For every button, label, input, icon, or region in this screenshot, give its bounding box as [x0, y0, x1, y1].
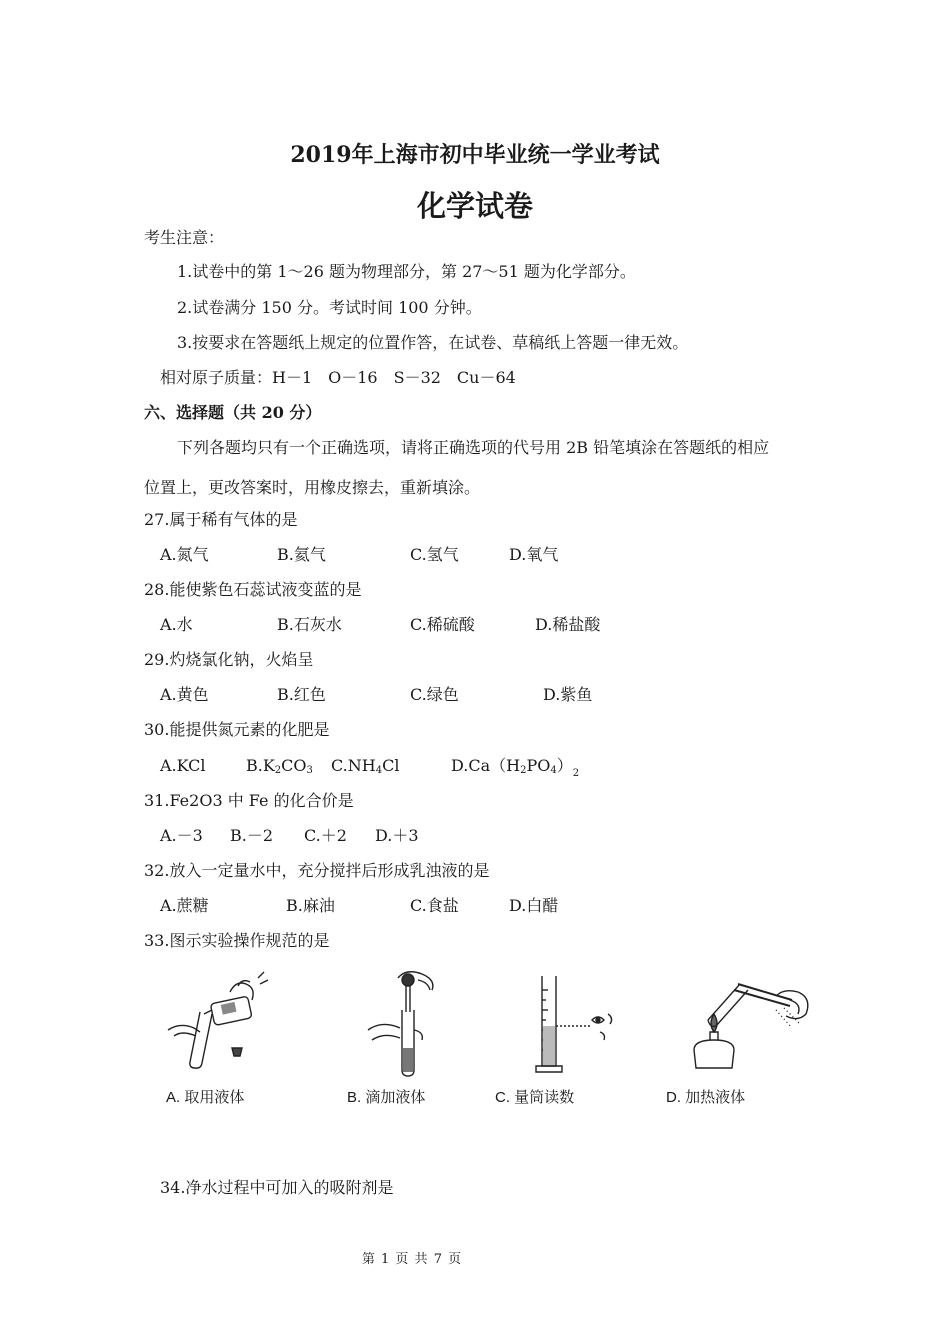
figure-c-label: C. 量筒读数: [495, 1089, 575, 1106]
figure-d-heating-liquid: [680, 970, 820, 1080]
option-c-suffix: Cl: [382, 756, 400, 775]
question-32-option-b: B.麻油: [286, 896, 335, 915]
question-27-option-a: A.氮气: [160, 545, 209, 564]
notice-item-3: 3.按要求在答题纸上规定的位置作答，在试卷、草稿纸上答题一律无效。: [177, 333, 689, 352]
notice-heading: 考生注意：: [144, 228, 225, 247]
figure-a-label: A. 取用液体: [166, 1089, 245, 1106]
question-31-option-c: C.＋2: [304, 826, 347, 845]
question-28-option-c: C.稀硫酸: [410, 615, 475, 634]
question-32-stem: 32.放入一定量水中，充分搅拌后形成乳浊液的是: [144, 861, 490, 880]
figure-b-dropping-liquid: [362, 970, 462, 1080]
question-30-option-d: [451, 756, 579, 779]
page-footer: 第 1 页 共 7 页: [361, 1252, 463, 1267]
option-b-middle: CO: [281, 756, 307, 775]
question-28-option-a: A.水: [160, 615, 193, 634]
option-c-prefix: C.NH: [331, 756, 376, 775]
option-d-prefix: D.Ca（H: [451, 756, 521, 775]
exam-subtitle: 化学试卷: [416, 189, 533, 223]
question-32-option-c: C.食盐: [410, 896, 459, 915]
section-instruction-line1: 下列各题均只有一个正确选项，请将正确选项的代号用 2B 铅笔填涂在答题纸的相应: [177, 438, 770, 457]
figure-a-pouring-liquid: [160, 970, 280, 1070]
section-instruction-line2: 位置上，更改答案时，用橡皮擦去，重新填涂。: [144, 478, 481, 497]
option-d-subscript-2: 4: [550, 765, 557, 776]
question-27-option-c: C.氢气: [410, 545, 459, 564]
atomic-masses: 相对原子质量：H－1 O－16 S－32 Cu－64: [160, 368, 516, 387]
question-29-option-b: B.红色: [277, 685, 326, 704]
question-27-option-b: B.氦气: [277, 545, 326, 564]
question-27-option-d: D.氧气: [509, 545, 559, 564]
question-29-option-c: C.绿色: [410, 685, 459, 704]
question-30-option-b: [246, 756, 313, 776]
option-b-subscript-1: 2: [274, 765, 282, 776]
question-31-option-a: A.－3: [160, 826, 203, 845]
question-28-stem: 28.能使紫色石蕊试液变蓝的是: [144, 580, 362, 599]
figure-d-label: D. 加热液体: [666, 1089, 746, 1106]
question-29-stem: 29.灼烧氯化钠，火焰呈: [144, 650, 314, 669]
option-d-close: ）: [556, 756, 573, 775]
figure-b-label: B. 滴加液体: [347, 1089, 426, 1106]
question-30-option-c: [331, 756, 399, 776]
question-33-stem: 33.图示实验操作规范的是: [144, 931, 330, 950]
exam-title: 2019年上海市初中毕业统一学业考试: [290, 142, 660, 168]
notice-item-1: 1.试卷中的第 1～26 题为物理部分，第 27～51 题为化学部分。: [177, 262, 636, 281]
question-31-option-b: B.－2: [230, 826, 274, 845]
section-title: 六、选择题（共 20 分）: [144, 403, 322, 422]
question-27-stem: 27.属于稀有气体的是: [144, 510, 298, 529]
question-32-option-a: A.蔗糖: [160, 896, 209, 915]
question-30-option-a: A.KCl: [160, 756, 206, 775]
option-b-prefix: B.K: [246, 756, 275, 775]
question-28-option-b: B.石灰水: [277, 615, 342, 634]
question-34-stem: 34.净水过程中可加入的吸附剂是: [160, 1178, 394, 1197]
notice-item-2: 2.试卷满分 150 分。考试时间 100 分钟。: [177, 298, 482, 317]
question-31-stem: 31.Fe2O3 中 Fe 的化合价是: [144, 791, 354, 810]
option-c-subscript: 4: [375, 765, 383, 776]
question-29-option-a: A.黄色: [160, 685, 209, 704]
question-30-stem: 30.能提供氮元素的化肥是: [144, 720, 330, 739]
question-28-option-d: D.稀盐酸: [535, 615, 601, 634]
option-d-middle: PO: [526, 756, 551, 775]
option-d-subscript-1: 2: [520, 765, 527, 776]
question-29-option-d: D.紫鱼: [543, 685, 593, 704]
figure-c-reading-cylinder: [528, 970, 628, 1080]
option-d-subscript-3: 2: [572, 768, 580, 779]
option-b-subscript-2: 3: [306, 765, 313, 776]
question-32-option-d: D.白醋: [509, 896, 559, 915]
question-31-option-d: D.＋3: [375, 826, 419, 845]
